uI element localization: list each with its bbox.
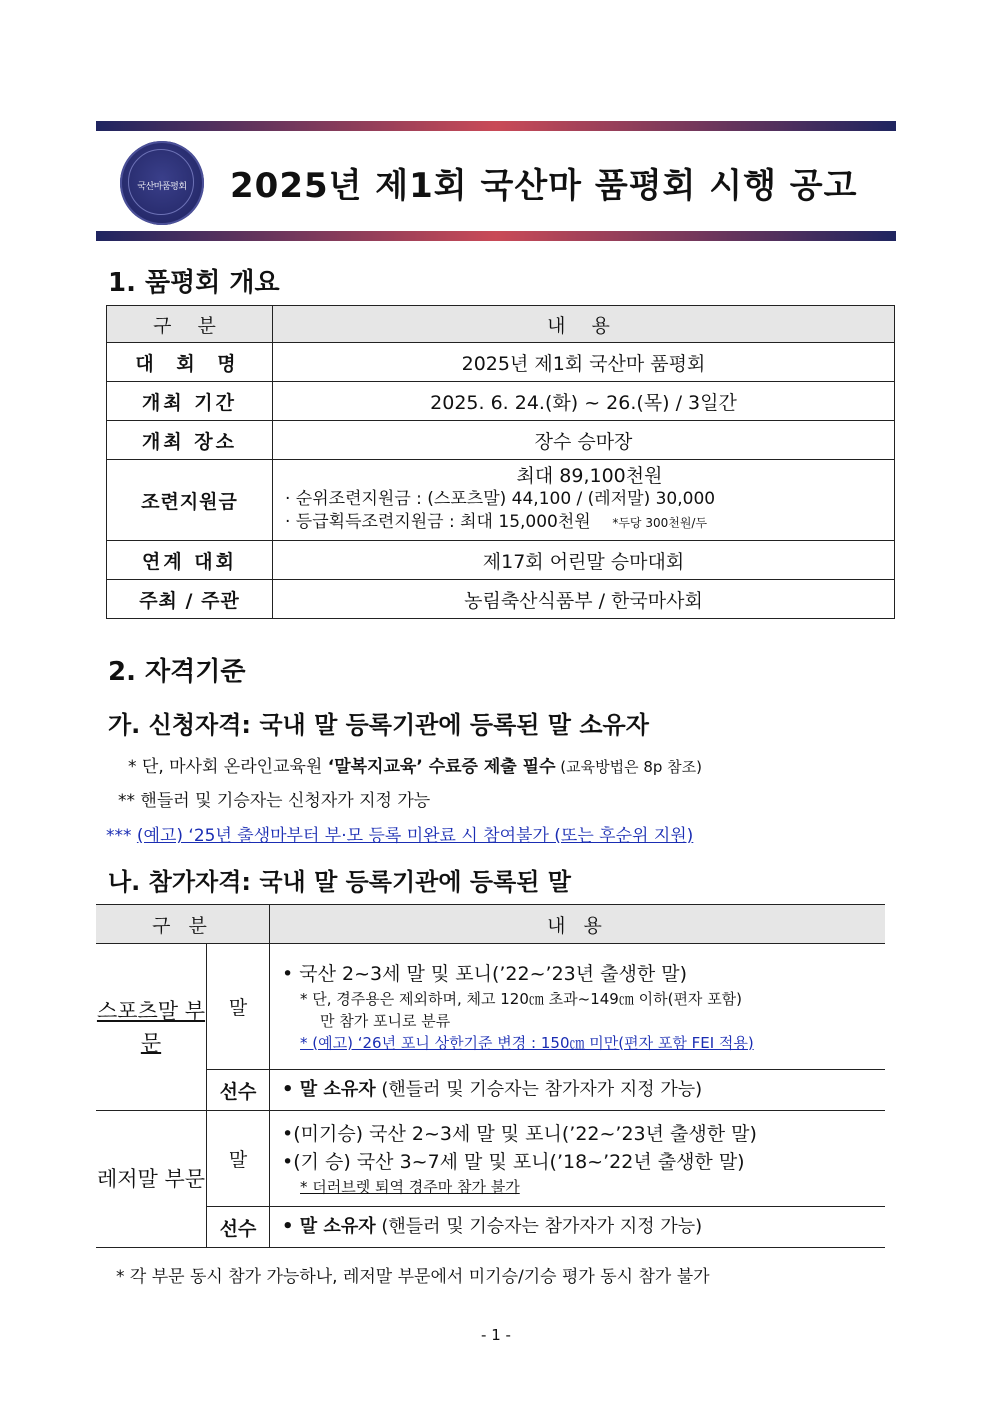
sport-player-label: 선수 — [207, 1070, 270, 1111]
participation-table — [96, 904, 885, 1248]
money-total: 최대 89,100천원 — [516, 465, 663, 487]
sport-horse-content — [270, 944, 886, 1070]
table-row — [107, 382, 895, 421]
overview-table — [106, 305, 895, 619]
row-value: 농림축산식품부 / 한국마사회 — [273, 580, 895, 619]
section1-heading: 1. 품평회 개요 — [108, 268, 280, 298]
bottom-note: * 각 부문 동시 참가 가능하나, 레저말 부문에서 미기승/기승 평가 동시 참가 불가 — [116, 1267, 710, 1287]
leisure-line-3: * 더러브렛 퇴역 경주마 참가 불가 — [300, 1177, 520, 1196]
section2-heading: 2. 자격기준 — [108, 657, 246, 687]
logo-text: 국산마품평회 — [137, 182, 187, 192]
leisure-player-content: • 말 소유자 (핸들러 및 기승자는 참가자가 지정 가능) — [270, 1207, 886, 1248]
row-value: 2025년 제1회 국산마 품평회 — [273, 343, 895, 382]
table-header-row — [96, 905, 885, 944]
sport-player-content: • 말 소유자 (핸들러 및 기승자는 참가자가 지정 가능) — [270, 1070, 886, 1111]
note-3: *** (예고) ‘25년 출생마부터 부·모 등록 미완료 시 참여불가 (또는 후순위 지원) — [106, 826, 694, 846]
header-col2: 내 용 — [273, 306, 895, 343]
leisure-player-label: 선수 — [207, 1207, 270, 1248]
sport-line-2: * 단, 경주용은 제외하며, 체고 120㎝ 초과~149㎝ 이하(편자 포함) — [300, 989, 743, 1008]
table-row — [96, 944, 885, 1070]
subsection-b-heading: 나. 참가자격: 국내 말 등록기관에 등록된 말 — [108, 868, 571, 896]
table-row — [96, 1111, 885, 1207]
leisure-category: 레저말 부문 — [96, 1111, 207, 1248]
table-row-money — [107, 460, 895, 541]
header-col1: 구 분 — [96, 905, 270, 944]
table-row — [96, 1207, 885, 1248]
leisure-horse-content — [270, 1111, 886, 1207]
table-row — [107, 541, 895, 580]
table-row — [107, 343, 895, 382]
row-label: 조련지원금 — [107, 460, 273, 541]
note-2: ** 핸들러 및 기승자는 신청자가 지정 가능 — [118, 791, 431, 811]
page-number: - 1 - — [481, 1326, 511, 1344]
row-label: 대 회 명 — [107, 343, 273, 382]
table-row — [107, 421, 895, 460]
header-top-bar — [96, 121, 896, 131]
table-row — [96, 1070, 885, 1111]
note-1: * 단, 마사회 온라인교육원 ‘말복지교육’ 수료증 제출 필수 (교육방법은 8p 참조) — [128, 757, 703, 777]
row-value: 2025. 6. 24.(화) ~ 26.(목) / 3일간 — [273, 382, 895, 421]
sport-line-1: • 국산 2~3세 말 및 포니(’22~’23년 출생한 말) — [282, 962, 688, 985]
sport-line-4: * (예고) ‘26년 포니 상한기준 변경 : 150㎝ 미만(편자 포함 FEI 적용) — [300, 1033, 754, 1052]
logo — [120, 141, 204, 225]
leisure-line-2: •(기 승) 국산 3~7세 말 및 포니(’18~’22년 출생한 말) — [282, 1150, 745, 1173]
note-3-link-text: (예고) ‘25년 출생마부터 부·모 등록 미완료 시 참여불가 (또는 후순위 지원) — [136, 826, 694, 846]
money-rank: · 순위조련지원금 : (스포츠말) 44,100 / (레저말) 30,000 — [285, 489, 716, 509]
row-label: 개최 기간 — [107, 382, 273, 421]
sport-category: 스포츠말 부문 — [96, 944, 207, 1111]
row-label: 연계 대회 — [107, 541, 273, 580]
note-1-emphasis: ‘말복지교육’ 수료증 제출 필수 — [327, 757, 556, 777]
row-value: 제17회 어린말 승마대회 — [273, 541, 895, 580]
leisure-horse-label: 말 — [207, 1111, 270, 1207]
money-cell — [273, 460, 895, 541]
header-col2: 내 용 — [270, 905, 886, 944]
row-label: 개최 장소 — [107, 421, 273, 460]
header-col1: 구 분 — [107, 306, 273, 343]
row-value: 장수 승마장 — [273, 421, 895, 460]
table-header-row — [107, 306, 895, 343]
leisure-line-1: •(미기승) 국산 2~3세 말 및 포니(’22~’23년 출생한 말) — [282, 1122, 757, 1145]
sport-line-3: 만 참가 포니로 분류 — [320, 1011, 451, 1030]
table-row — [107, 580, 895, 619]
row-label: 주최 / 주관 — [107, 580, 273, 619]
money-note: *두당 300천원/두 — [612, 516, 708, 530]
subsection-a-heading: 가. 신청자격: 국내 말 등록기관에 등록된 말 소유자 — [108, 711, 649, 739]
page-title: 2025년 제1회 국산마 품평회 시행 공고 — [230, 166, 858, 206]
sport-horse-label: 말 — [207, 944, 270, 1070]
header-bottom-bar — [96, 231, 896, 241]
money-grade: · 등급획득조련지원금 : 최대 15,000천원 *두당 300천원/두 — [285, 512, 708, 532]
